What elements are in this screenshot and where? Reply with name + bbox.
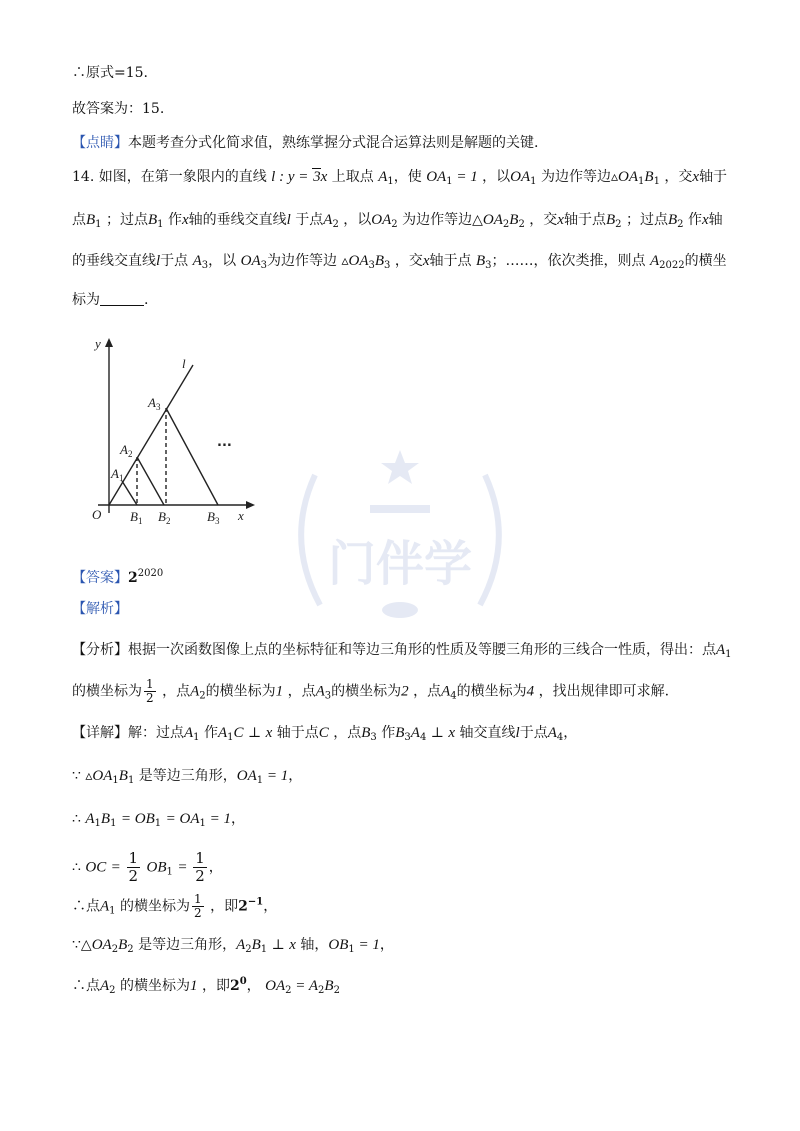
question-line-4: 标为 . bbox=[72, 292, 149, 308]
analysis-line-1: 【分析】根据一次函数图像上点的坐标特征和等边三角形的性质及等腰三角形的三线合一性质，得出：点$A_1$ bbox=[72, 642, 732, 660]
a3-label: $A_3$ bbox=[148, 395, 161, 412]
watermark-logo bbox=[275, 445, 525, 635]
y-arrow bbox=[105, 338, 113, 347]
dianjing-line: 【点睛】本题考查分式化简求值，熟练掌握分式混合运算法则是解题的关键. bbox=[72, 135, 539, 151]
question-line-1: 14. 如图，在第一象限内的直线 l : y = 3x 上取点 $A_1$，使 $OA_1 = 1$ ，以$OA_1$ 为边作等边$▵OA_1B_1$ ，交x轴于 bbox=[72, 169, 728, 187]
y-label: y bbox=[95, 336, 101, 351]
b3-label: $B_3$ bbox=[207, 509, 220, 526]
x-label: x bbox=[238, 508, 244, 523]
a2-label: $A_2$ bbox=[120, 442, 133, 459]
jiexi-line: 【解析】 bbox=[72, 601, 128, 617]
text-line: ∴原式=15. bbox=[72, 65, 148, 81]
step-3: ∴ OC = $\frac{1}{2}$ $OB_1$ = $\frac{1}{2}$ ， bbox=[72, 849, 223, 885]
continuation-dots: ... bbox=[217, 435, 232, 450]
step-6: ∴点$A_2$ 的横坐标为1 ，即$2^0$， $OA_2 = A_2B_2$ bbox=[72, 976, 340, 996]
step-2: ∴ $A_1B_1 = OB_1 = OA_1 = 1$， bbox=[72, 811, 245, 829]
b1-label: $B_1$ bbox=[130, 509, 143, 526]
step-4: ∴点$A_1$ 的横坐标为 $\frac{1}{2}$ ，即$2^{-1}$， bbox=[72, 892, 278, 920]
x-arrow bbox=[246, 501, 255, 509]
question-line-3: 的垂线交直线l于点 $A_3$，以 $OA_3$为边作等边 $▵OA_3B_3$ ，交x轴于点 $B_3$；……，依次类推，则点 $A_{2022}$的横坐 bbox=[72, 253, 727, 271]
analysis-line-2: 的横坐标为 $\frac{1}{2}$ ，点$A_2$的横坐标为1 ，点$A_3$的横坐标为2 ，点$A_4$的横坐标为4 ，找出规律即可求解. bbox=[72, 677, 670, 705]
step-1: ∵ $▵OA_1B_1$ 是等边三角形，$OA_1 = 1$， bbox=[72, 768, 303, 786]
answer-line: 【答案】$2^{2020}$ bbox=[72, 568, 164, 586]
side-a2b2 bbox=[137, 457, 164, 505]
question-line-2: 点$B_1$ ；过点$B_1$ 作x轴的垂线交直线l 于点$A_2$ ，以$OA_2$ 为边作等边$\triangle OA_2B_2$ ，交x轴于点$B_2$ ；过点$B_2$ 作x轴 bbox=[72, 212, 723, 230]
svg-text:门伴学: 门伴学 bbox=[327, 536, 473, 592]
l-label: l bbox=[182, 356, 186, 371]
detail-line: 【详解】解：过点$A_1$ 作$A_1C$ ⊥ x 轴于点C ，点$B_3$ 作$B_3A_4$ ⊥ x 轴交直线l于点$A_4$， bbox=[72, 725, 578, 743]
step-5: $\because\triangle OA_2B_2$ 是等边三角形，$A_2B_1$ ⊥ x 轴，$OB_1 = 1$， bbox=[72, 937, 394, 955]
a1-label: $A_1$ bbox=[111, 466, 124, 483]
side-a1b1 bbox=[122, 481, 137, 505]
geometry-figure bbox=[78, 335, 268, 535]
text-line: 故答案为：15. bbox=[72, 101, 165, 117]
star-icon bbox=[381, 450, 419, 484]
side-a3b3 bbox=[166, 408, 218, 505]
cap-icon bbox=[370, 505, 430, 513]
b2-label: $B_2$ bbox=[158, 509, 171, 526]
answer-blank bbox=[100, 291, 144, 306]
origin-label: O bbox=[92, 507, 102, 522]
